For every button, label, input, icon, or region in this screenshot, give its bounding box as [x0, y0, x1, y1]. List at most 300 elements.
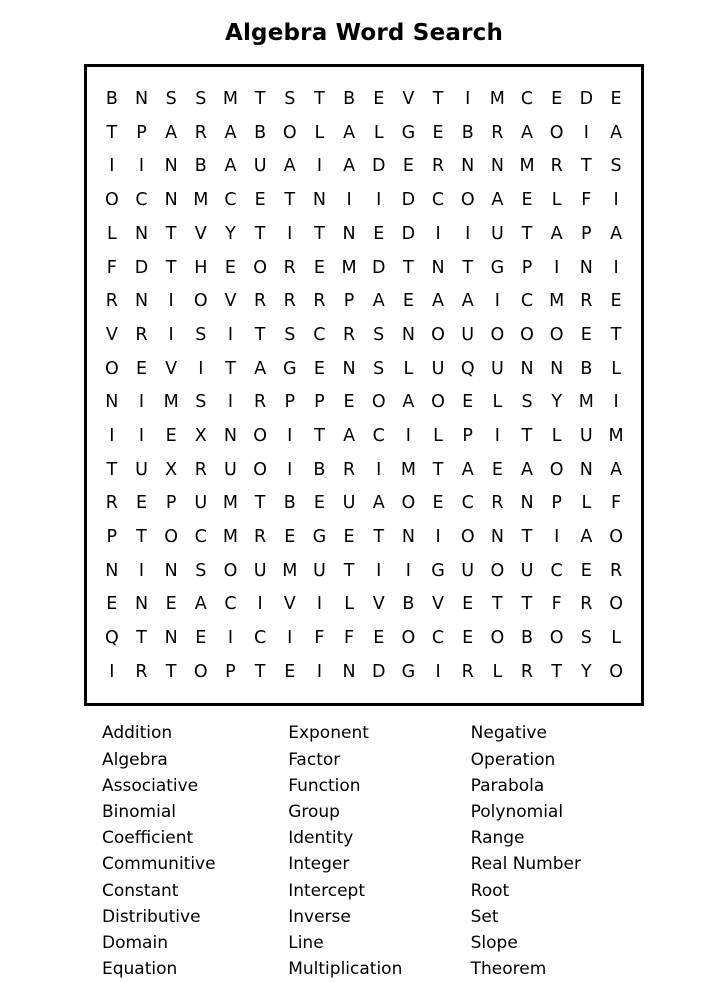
letter-cell[interactable]: S: [610, 156, 622, 177]
letter-cell[interactable]: E: [313, 257, 325, 278]
letter-cell[interactable]: E: [224, 257, 236, 278]
letter-cell[interactable]: P: [581, 223, 592, 244]
letter-cell[interactable]: O: [253, 257, 267, 278]
letter-cell[interactable]: T: [314, 223, 325, 244]
letter-cell[interactable]: G: [282, 358, 297, 379]
letter-cell[interactable]: U: [342, 493, 356, 514]
letter-cell[interactable]: I: [405, 425, 411, 446]
letter-cell[interactable]: T: [254, 89, 266, 110]
letter-cell[interactable]: I: [227, 628, 234, 649]
letter-cell[interactable]: G: [490, 257, 505, 278]
letter-cell[interactable]: X: [165, 459, 178, 480]
letter-cell[interactable]: R: [105, 291, 118, 312]
letter-cell[interactable]: E: [462, 392, 474, 413]
letter-cell[interactable]: T: [106, 122, 118, 143]
letter-cell[interactable]: U: [490, 358, 504, 379]
word-list-item[interactable]: Domain: [102, 933, 168, 953]
letter-cell[interactable]: D: [401, 223, 416, 244]
letter-cell[interactable]: D: [401, 190, 416, 211]
letter-cell[interactable]: M: [341, 257, 357, 278]
letter-cell[interactable]: I: [227, 324, 234, 345]
letter-cell[interactable]: R: [342, 324, 356, 345]
letter-cell[interactable]: O: [282, 122, 297, 143]
letter-cell[interactable]: N: [164, 190, 178, 211]
letter-cell[interactable]: I: [316, 156, 322, 177]
word-list-item[interactable]: Real Number: [470, 854, 581, 875]
letter-cell[interactable]: E: [610, 89, 622, 110]
letter-cell[interactable]: R: [283, 291, 296, 312]
word-list-item[interactable]: Algebra: [102, 749, 168, 770]
letter-cell[interactable]: N: [105, 392, 119, 413]
letter-cell[interactable]: A: [343, 425, 356, 446]
letter-cell[interactable]: S: [195, 392, 207, 413]
letter-cell[interactable]: Q: [460, 358, 475, 379]
letter-cell[interactable]: D: [371, 661, 386, 682]
letter-cell[interactable]: C: [550, 560, 563, 581]
letter-cell[interactable]: P: [462, 425, 473, 446]
letter-cell[interactable]: L: [581, 493, 592, 514]
letter-cell[interactable]: V: [165, 358, 178, 379]
letter-cell[interactable]: O: [401, 493, 416, 514]
letter-cell[interactable]: I: [465, 223, 471, 244]
letter-cell[interactable]: T: [521, 594, 533, 615]
letter-cell[interactable]: I: [287, 459, 293, 480]
letter-cell[interactable]: M: [578, 392, 594, 413]
letter-cell[interactable]: E: [491, 459, 503, 480]
letter-cell[interactable]: U: [253, 560, 267, 581]
letter-cell[interactable]: A: [610, 223, 623, 244]
letter-cell[interactable]: C: [313, 324, 326, 345]
letter-cell[interactable]: B: [194, 156, 207, 177]
letter-cell[interactable]: I: [138, 560, 145, 581]
letter-cell[interactable]: I: [198, 358, 204, 379]
letter-cell[interactable]: D: [134, 257, 149, 278]
letter-cell[interactable]: X: [194, 425, 207, 446]
letter-cell[interactable]: E: [284, 661, 296, 682]
letter-cell[interactable]: O: [609, 594, 623, 615]
letter-cell[interactable]: T: [462, 257, 474, 278]
word-list-item[interactable]: Range: [470, 828, 525, 849]
letter-cell[interactable]: E: [106, 594, 118, 615]
letter-cell[interactable]: N: [134, 291, 149, 312]
word-list-item[interactable]: Function: [288, 775, 361, 796]
word-list-item[interactable]: Group: [288, 801, 340, 822]
letter-cell[interactable]: T: [521, 425, 533, 446]
letter-cell[interactable]: B: [580, 358, 593, 379]
letter-cell[interactable]: E: [551, 89, 563, 110]
letter-cell[interactable]: O: [460, 190, 475, 211]
letter-cell[interactable]: A: [372, 291, 385, 312]
letter-cell[interactable]: R: [491, 122, 504, 143]
letter-cell[interactable]: N: [134, 223, 149, 244]
letter-cell[interactable]: I: [613, 190, 619, 211]
letter-cell[interactable]: E: [373, 628, 385, 649]
letter-cell[interactable]: I: [287, 628, 293, 649]
letter-cell[interactable]: V: [194, 223, 207, 244]
word-list-item[interactable]: Theorem: [470, 959, 547, 980]
letter-cell[interactable]: A: [165, 122, 178, 143]
letter-cell[interactable]: C: [224, 190, 237, 211]
letter-cell[interactable]: Q: [104, 628, 119, 649]
letter-cell[interactable]: E: [254, 190, 266, 211]
letter-cell[interactable]: O: [193, 661, 208, 682]
letter-cell[interactable]: R: [580, 291, 593, 312]
word-list-item[interactable]: Factor: [288, 749, 341, 770]
letter-cell[interactable]: L: [492, 661, 503, 682]
word-list-item[interactable]: Line: [288, 933, 324, 953]
letter-cell[interactable]: B: [402, 594, 415, 615]
letter-cell[interactable]: P: [136, 122, 147, 143]
letter-cell[interactable]: F: [551, 594, 562, 615]
letter-cell[interactable]: P: [343, 291, 355, 312]
word-list-item[interactable]: Intercept: [288, 880, 366, 901]
letter-cell[interactable]: P: [314, 392, 325, 413]
letter-cell[interactable]: A: [491, 190, 504, 211]
word-list-item[interactable]: Parabola: [470, 775, 545, 796]
letter-cell[interactable]: U: [431, 358, 445, 379]
letter-cell[interactable]: P: [284, 392, 296, 413]
letter-cell[interactable]: P: [165, 493, 177, 514]
letter-cell[interactable]: T: [254, 493, 266, 514]
letter-cell[interactable]: N: [105, 560, 119, 581]
letter-cell[interactable]: D: [371, 156, 386, 177]
letter-cell[interactable]: O: [520, 324, 534, 345]
letter-cell[interactable]: I: [554, 527, 560, 548]
letter-cell[interactable]: E: [521, 190, 533, 211]
letter-cell[interactable]: G: [431, 560, 445, 581]
letter-cell[interactable]: T: [136, 527, 147, 548]
letter-cell[interactable]: L: [611, 358, 621, 379]
letter-cell[interactable]: S: [195, 324, 207, 345]
letter-cell[interactable]: U: [461, 324, 475, 345]
letter-cell[interactable]: T: [106, 459, 118, 480]
letter-cell[interactable]: A: [580, 527, 593, 548]
letter-cell[interactable]: E: [373, 223, 385, 244]
letter-cell[interactable]: L: [433, 425, 443, 446]
letter-cell[interactable]: B: [254, 122, 267, 143]
letter-cell[interactable]: E: [432, 493, 444, 514]
letter-cell[interactable]: E: [402, 156, 414, 177]
letter-cell[interactable]: O: [490, 628, 505, 649]
letter-cell[interactable]: O: [490, 560, 505, 581]
letter-cell[interactable]: S: [373, 358, 385, 379]
letter-cell[interactable]: E: [135, 493, 148, 514]
letter-cell[interactable]: F: [581, 190, 592, 211]
letter-cell[interactable]: A: [224, 122, 237, 143]
word-list-item[interactable]: Negative: [470, 723, 547, 744]
letter-cell[interactable]: M: [489, 89, 505, 110]
letter-cell[interactable]: U: [224, 459, 237, 480]
letter-cell[interactable]: A: [194, 594, 207, 615]
letter-cell[interactable]: L: [551, 190, 562, 211]
letter-cell[interactable]: I: [316, 594, 322, 615]
letter-cell[interactable]: U: [253, 156, 267, 177]
letter-cell[interactable]: E: [343, 392, 355, 413]
letter-cell[interactable]: M: [608, 425, 624, 446]
letter-cell[interactable]: O: [253, 459, 267, 480]
word-list-item[interactable]: Communitive: [102, 854, 216, 875]
letter-cell[interactable]: O: [609, 661, 623, 682]
letter-cell[interactable]: T: [403, 257, 414, 278]
letter-cell[interactable]: E: [580, 560, 592, 581]
letter-cell[interactable]: E: [343, 527, 355, 548]
letter-cell[interactable]: L: [611, 628, 621, 649]
letter-cell[interactable]: B: [313, 459, 326, 480]
letter-cell[interactable]: V: [372, 594, 385, 615]
letter-cell[interactable]: G: [401, 122, 416, 143]
letter-cell[interactable]: M: [193, 190, 209, 211]
letter-cell[interactable]: I: [376, 190, 382, 211]
letter-cell[interactable]: N: [550, 358, 564, 379]
letter-cell[interactable]: B: [105, 89, 118, 110]
letter-cell[interactable]: T: [314, 425, 325, 446]
letter-cell[interactable]: I: [227, 392, 234, 413]
letter-cell[interactable]: U: [313, 560, 326, 581]
letter-cell[interactable]: R: [283, 257, 296, 278]
letter-cell[interactable]: E: [432, 122, 444, 143]
letter-cell[interactable]: V: [402, 89, 415, 110]
letter-cell[interactable]: O: [549, 122, 564, 143]
letter-cell[interactable]: A: [610, 122, 623, 143]
letter-cell[interactable]: D: [579, 89, 594, 110]
letter-cell[interactable]: P: [225, 661, 236, 682]
letter-cell[interactable]: I: [138, 392, 145, 413]
letter-cell[interactable]: Y: [580, 661, 592, 682]
word-list-item[interactable]: Exponent: [288, 723, 369, 744]
letter-cell[interactable]: N: [134, 89, 149, 110]
letter-cell[interactable]: P: [551, 493, 562, 514]
word-list-item[interactable]: Constant: [102, 880, 179, 901]
letter-cell[interactable]: L: [403, 358, 414, 379]
letter-cell[interactable]: I: [376, 459, 382, 480]
letter-cell[interactable]: I: [583, 122, 589, 143]
letter-cell[interactable]: A: [521, 459, 533, 480]
word-list-item[interactable]: Identity: [288, 828, 354, 849]
word-list-item[interactable]: Coefficient: [102, 828, 194, 849]
letter-cell[interactable]: E: [373, 89, 385, 110]
letter-cell[interactable]: B: [521, 628, 534, 649]
letter-cell[interactable]: L: [551, 425, 562, 446]
letter-cell[interactable]: G: [401, 661, 416, 682]
letter-cell[interactable]: I: [613, 257, 619, 278]
letter-cell[interactable]: D: [371, 257, 386, 278]
letter-cell[interactable]: N: [164, 628, 178, 649]
letter-cell[interactable]: C: [372, 425, 385, 446]
letter-cell[interactable]: M: [222, 89, 238, 110]
letter-cell[interactable]: B: [283, 493, 296, 514]
letter-cell[interactable]: F: [106, 257, 117, 278]
letter-cell[interactable]: C: [520, 291, 534, 312]
letter-cell[interactable]: T: [610, 324, 622, 345]
letter-cell[interactable]: L: [344, 594, 354, 615]
letter-cell[interactable]: E: [135, 358, 148, 379]
letter-cell[interactable]: N: [164, 156, 178, 177]
letter-cell[interactable]: S: [195, 560, 207, 581]
letter-cell[interactable]: A: [372, 493, 385, 514]
letter-cell[interactable]: C: [194, 527, 207, 548]
letter-cell[interactable]: O: [104, 358, 119, 379]
letter-cell[interactable]: S: [284, 324, 296, 345]
letter-cell[interactable]: E: [313, 493, 325, 514]
letter-cell[interactable]: T: [136, 628, 147, 649]
word-list-item[interactable]: Distributive: [102, 906, 201, 927]
letter-cell[interactable]: R: [135, 324, 148, 345]
letter-cell[interactable]: R: [609, 560, 623, 581]
letter-cell[interactable]: O: [490, 324, 505, 345]
letter-cell[interactable]: E: [610, 291, 622, 312]
letter-cell[interactable]: T: [551, 661, 563, 682]
letter-cell[interactable]: R: [194, 459, 207, 480]
letter-cell[interactable]: I: [138, 425, 145, 446]
letter-cell[interactable]: O: [223, 560, 238, 581]
letter-cell[interactable]: C: [224, 594, 237, 615]
letter-cell[interactable]: R: [105, 493, 118, 514]
letter-cell[interactable]: O: [401, 628, 416, 649]
letter-cell[interactable]: U: [490, 223, 504, 244]
letter-cell[interactable]: H: [194, 257, 208, 278]
letter-cell[interactable]: T: [284, 190, 296, 211]
letter-cell[interactable]: C: [431, 628, 445, 649]
letter-cell[interactable]: T: [165, 257, 177, 278]
letter-cell[interactable]: I: [494, 425, 500, 446]
letter-cell[interactable]: I: [405, 560, 411, 581]
word-list-item[interactable]: Inverse: [288, 906, 351, 927]
letter-cell[interactable]: O: [193, 291, 208, 312]
letter-cell[interactable]: I: [109, 156, 115, 177]
letter-cell[interactable]: P: [521, 257, 533, 278]
letter-cell[interactable]: Y: [551, 392, 563, 413]
letter-cell[interactable]: N: [312, 190, 326, 211]
letter-cell[interactable]: I: [435, 661, 441, 682]
letter-cell[interactable]: M: [222, 527, 238, 548]
letter-cell[interactable]: U: [194, 493, 208, 514]
letter-cell[interactable]: A: [461, 291, 474, 312]
letter-cell[interactable]: I: [257, 594, 263, 615]
letter-cell[interactable]: R: [580, 594, 593, 615]
letter-cell[interactable]: O: [609, 527, 623, 548]
letter-cell[interactable]: I: [109, 661, 115, 682]
letter-cell[interactable]: V: [105, 324, 118, 345]
letter-cell[interactable]: O: [253, 425, 267, 446]
letter-cell[interactable]: Y: [225, 223, 236, 244]
letter-cell[interactable]: N: [342, 661, 356, 682]
letter-cell[interactable]: I: [287, 425, 293, 446]
letter-cell[interactable]: A: [343, 122, 356, 143]
letter-cell[interactable]: E: [313, 358, 325, 379]
letter-cell[interactable]: O: [371, 392, 386, 413]
letter-cell[interactable]: R: [313, 291, 326, 312]
word-list-item[interactable]: Slope: [470, 933, 518, 953]
letter-cell[interactable]: A: [343, 156, 356, 177]
letter-cell[interactable]: A: [461, 459, 474, 480]
letter-cell[interactable]: V: [432, 594, 445, 615]
letter-cell[interactable]: A: [550, 223, 563, 244]
letter-cell[interactable]: N: [164, 560, 178, 581]
letter-cell[interactable]: O: [431, 392, 445, 413]
letter-cell[interactable]: V: [283, 594, 296, 615]
letter-cell[interactable]: O: [104, 190, 119, 211]
letter-cell[interactable]: O: [549, 459, 564, 480]
letter-cell[interactable]: E: [165, 425, 177, 446]
letter-cell[interactable]: I: [613, 392, 619, 413]
letter-cell[interactable]: F: [611, 493, 622, 514]
letter-cell[interactable]: E: [165, 594, 177, 615]
letter-cell[interactable]: L: [106, 223, 117, 244]
letter-cell[interactable]: M: [222, 493, 238, 514]
letter-cell[interactable]: T: [254, 661, 266, 682]
letter-cell[interactable]: E: [284, 527, 296, 548]
word-list-item[interactable]: Multiplication: [288, 959, 403, 980]
letter-cell[interactable]: S: [165, 89, 177, 110]
letter-cell[interactable]: R: [550, 156, 563, 177]
letter-cell[interactable]: A: [224, 156, 237, 177]
word-list-item[interactable]: Equation: [102, 959, 178, 980]
word-list-item[interactable]: Associative: [102, 775, 199, 796]
letter-cell[interactable]: I: [435, 223, 441, 244]
letter-cell[interactable]: I: [168, 324, 174, 345]
letter-cell[interactable]: U: [461, 560, 475, 581]
letter-cell[interactable]: I: [346, 190, 352, 211]
letter-cell[interactable]: E: [402, 291, 414, 312]
letter-cell[interactable]: R: [520, 661, 534, 682]
letter-cell[interactable]: T: [492, 594, 503, 615]
letter-cell[interactable]: R: [342, 459, 356, 480]
letter-cell[interactable]: U: [135, 459, 148, 480]
letter-cell[interactable]: A: [432, 291, 445, 312]
letter-cell[interactable]: S: [521, 392, 533, 413]
letter-cell[interactable]: U: [579, 425, 593, 446]
word-list-item[interactable]: Root: [470, 880, 510, 901]
letter-cell[interactable]: E: [580, 324, 592, 345]
letter-cell[interactable]: T: [165, 223, 177, 244]
letter-cell[interactable]: R: [135, 661, 148, 682]
letter-cell[interactable]: N: [490, 527, 504, 548]
letter-cell[interactable]: R: [254, 392, 267, 413]
letter-cell[interactable]: O: [431, 324, 445, 345]
letter-cell[interactable]: T: [521, 223, 533, 244]
letter-cell[interactable]: F: [344, 628, 355, 649]
letter-cell[interactable]: R: [254, 291, 267, 312]
letter-cell[interactable]: A: [402, 392, 415, 413]
letter-cell[interactable]: M: [400, 459, 416, 480]
letter-cell[interactable]: I: [109, 425, 115, 446]
letter-cell[interactable]: N: [401, 527, 415, 548]
letter-cell[interactable]: M: [163, 392, 179, 413]
letter-cell[interactable]: O: [460, 527, 475, 548]
letter-cell[interactable]: N: [579, 459, 593, 480]
letter-cell[interactable]: T: [373, 527, 385, 548]
letter-cell[interactable]: T: [580, 156, 592, 177]
letter-cell[interactable]: I: [494, 291, 500, 312]
letter-cell[interactable]: V: [224, 291, 237, 312]
letter-cell[interactable]: R: [491, 493, 504, 514]
letter-cell[interactable]: E: [195, 628, 207, 649]
letter-cell[interactable]: N: [490, 156, 504, 177]
letter-cell[interactable]: T: [432, 89, 444, 110]
letter-cell[interactable]: I: [287, 223, 293, 244]
word-list-item[interactable]: Operation: [470, 749, 556, 770]
letter-cell[interactable]: M: [282, 560, 298, 581]
letter-cell[interactable]: C: [461, 493, 474, 514]
letter-cell[interactable]: C: [135, 190, 148, 211]
letter-cell[interactable]: S: [195, 89, 207, 110]
letter-cell[interactable]: O: [549, 324, 564, 345]
letter-cell[interactable]: I: [376, 560, 382, 581]
letter-cell[interactable]: M: [519, 156, 535, 177]
letter-cell[interactable]: C: [253, 628, 267, 649]
letter-cell[interactable]: T: [254, 324, 266, 345]
letter-cell[interactable]: A: [254, 358, 267, 379]
